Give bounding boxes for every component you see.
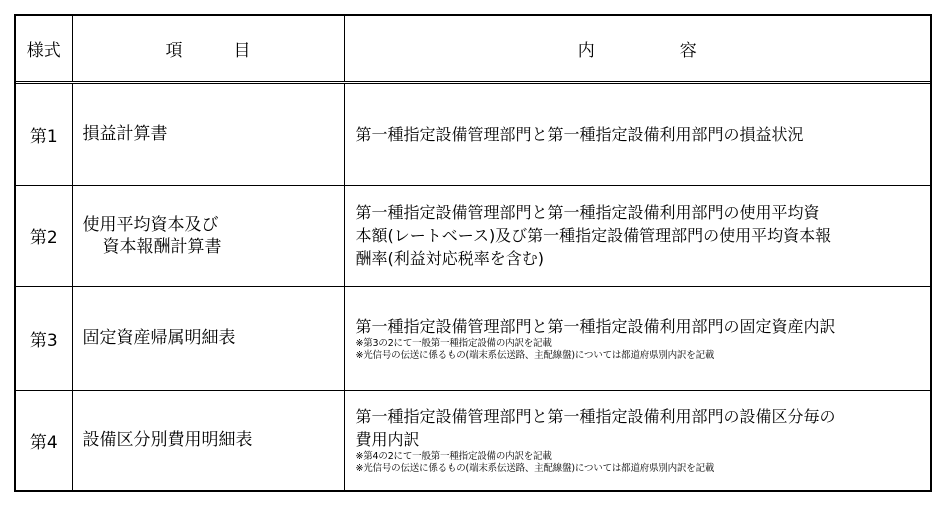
row-style: 第4	[16, 390, 72, 490]
row-content	[344, 390, 930, 490]
row-style: 第1	[16, 82, 72, 185]
item-line: 損益計算書	[82, 124, 168, 144]
row-content	[344, 286, 930, 390]
forms-table-frame	[14, 14, 932, 492]
header-row	[16, 16, 930, 82]
content-line: 酬率(利益対応税率を含む)	[355, 249, 544, 268]
row-item	[72, 82, 344, 185]
forms-table	[16, 16, 930, 490]
row-item	[72, 185, 344, 286]
table-row	[16, 82, 930, 185]
header-style: 様式	[16, 16, 72, 82]
note-line: ※光信号の伝送に係るもの(端末系伝送路、主配線盤)については都道府県別内訳を記載	[355, 463, 715, 475]
note-line: ※光信号の伝送に係るもの(端末系伝送路、主配線盤)については都道府県別内訳を記載	[355, 349, 715, 361]
item-line: 固定資産帰属明細表	[82, 328, 236, 348]
content-line: 第一種指定設備管理部門と第一種指定設備利用部門の損益状況	[355, 124, 804, 144]
content-line: 本額(レートベース)及び第一種指定設備管理部門の使用平均資本報	[355, 226, 832, 245]
row-item	[72, 286, 344, 390]
content-line: 第一種指定設備管理部門と第一種指定設備利用部門の固定資産内訳	[355, 316, 836, 336]
header-content: 内 容	[344, 16, 930, 82]
content-line: 第一種指定設備管理部門と第一種指定設備利用部門の設備区分毎の	[355, 407, 836, 427]
row-content	[344, 82, 930, 185]
item-line: 資本報酬計算書	[102, 236, 222, 257]
row-content	[344, 185, 930, 286]
content-line: 費用内訳	[355, 430, 420, 450]
table-row	[16, 390, 930, 490]
row-style: 第3	[16, 286, 72, 390]
table-row	[16, 185, 930, 286]
row-style: 第2	[16, 185, 72, 286]
item-line: 設備区分別費用明細表	[82, 430, 253, 451]
note-line: ※第3の2にて一般第一種指定設備の内訳を記載	[355, 337, 552, 349]
item-line: 使用平均資本及び	[82, 214, 219, 235]
row-item	[72, 390, 344, 490]
content-line: 第一種指定設備管理部門と第一種指定設備利用部門の使用平均資	[355, 203, 820, 222]
table-row	[16, 286, 930, 390]
header-item: 項 目	[72, 16, 344, 82]
note-line: ※第4の2にて一般第一種指定設備の内訳を記載	[355, 451, 552, 463]
